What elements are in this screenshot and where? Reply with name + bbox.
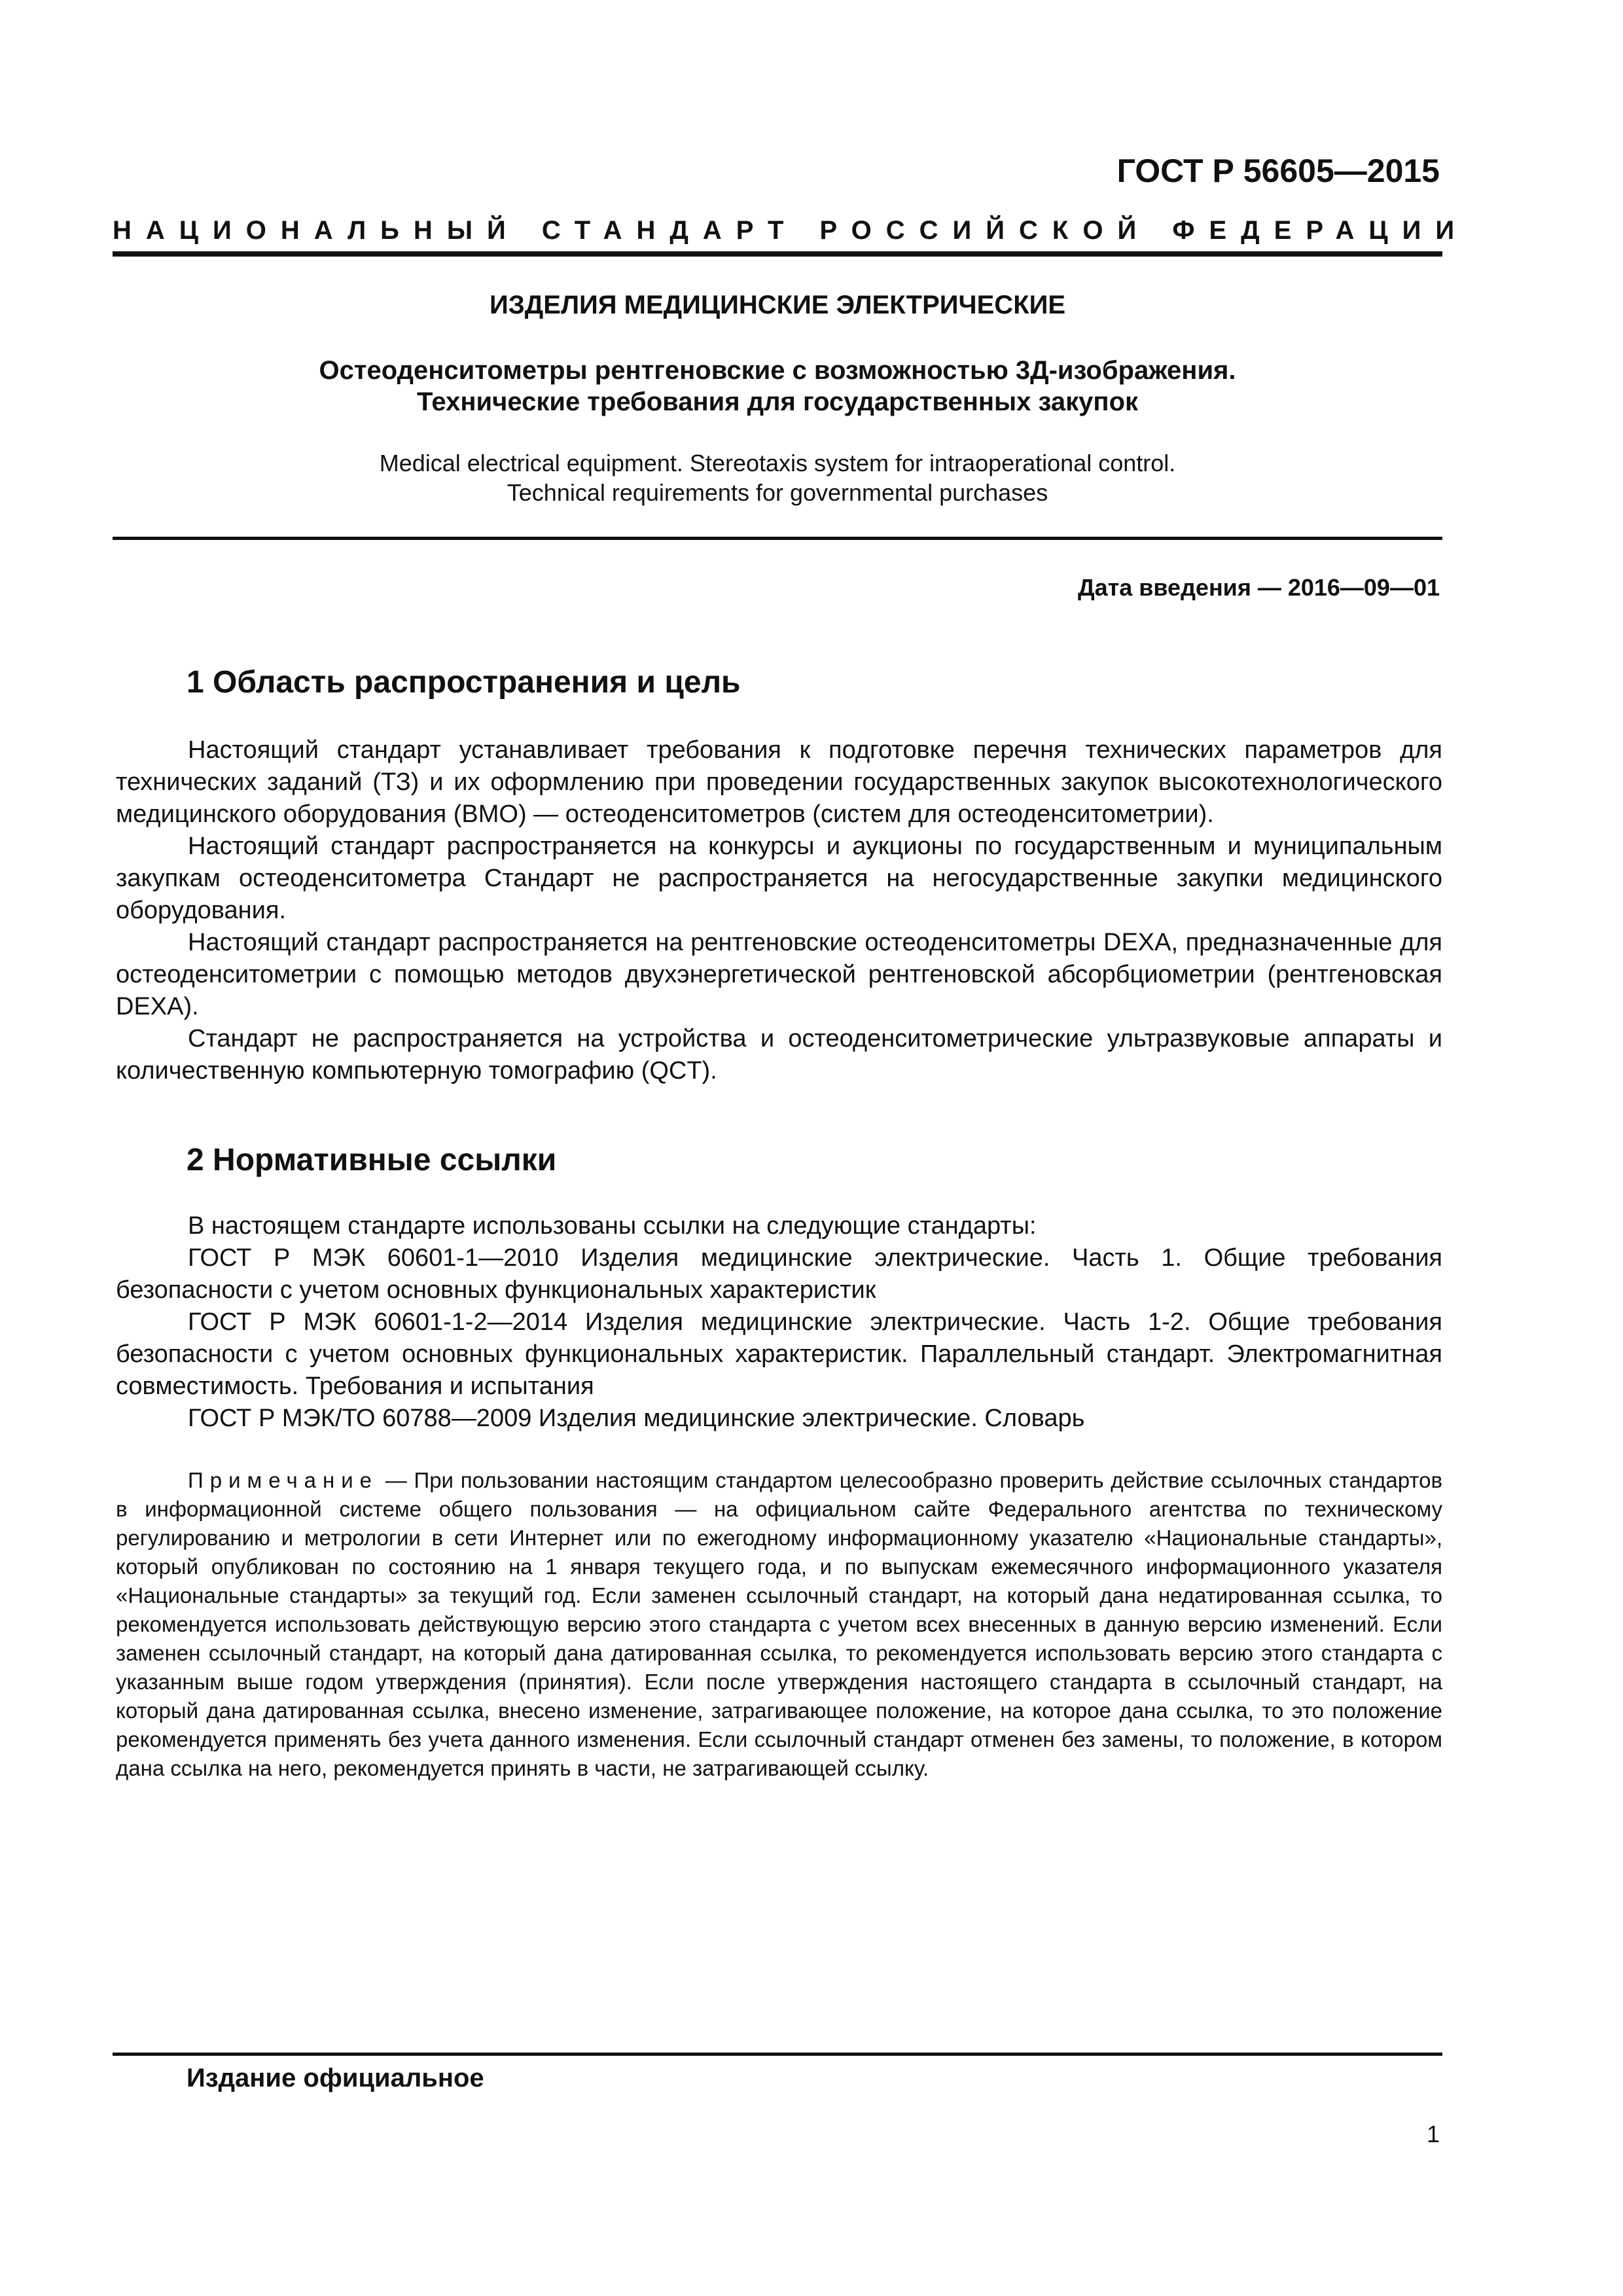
section-2-heading: 2 Нормативные ссылки — [187, 1143, 557, 1177]
title-en-line-2: Technical requirements for governmental purchases — [507, 479, 1048, 506]
page-number: 1 — [1426, 2121, 1440, 2147]
section-1-heading: 1 Область распространения и цель — [187, 665, 741, 700]
footer-divider — [113, 2053, 1442, 2056]
document-title-ru — [113, 355, 1442, 418]
edition-label: Издание официальное — [187, 2064, 484, 2092]
note-text: — При пользовании настоящим стандартом целесообразно проверить действие ссылочных стандартов в информационной системе общего пользования — на официальном сайте Федерального агентства по техническому регулированию и метрологии в сети Интернет или по ежегодному информационному указателю «Национальные стандарты», который опубликован по состоянию на 1 января текущего года, и по выпускам ежемесячного информационного указателя «Национальные стандарты» за текущий год. Если заменен ссылочный стандарт, на который дана недатированная ссылка, то рекомендуется использовать действующую версию этого стандарта с учетом всех внесенных в данную версию изменений. Если заменен ссылочный стандарт, на который дана датированная ссылка, то рекомендуется использовать версию этого стандарта с указанным выше годом утверждения (принятия). Если после утверждения настоящего стандарта в ссылочный стандарт, на который дана датированная ссылка, внесено изменение, затрагивающее положение, на которое дана ссылка, то это положение рекомендуется применять без учета данного изменения. Если ссылочный стандарт отменен без замены, то положение, в котором дана ссылка на него, рекомендуется принять в части, не затрагивающей ссылку. — [116, 1468, 1442, 1780]
title-ru-line-2: Технические требования для государственных закупок — [416, 387, 1139, 416]
note-label: Примечание — [188, 1468, 379, 1492]
note-block — [116, 1466, 1442, 1783]
section-2-reference: ГОСТ Р МЭК 60601-1-2—2014 Изделия медицинские электрические. Часть 1-2. Общие требования безопасности с учетом основных функциональных характеристик. Параллельный стандарт. Электромагнитная совместимость. Требования и испытания — [116, 1308, 1442, 1400]
section-2-paragraph: В настоящем стандарте использованы ссылки на следующие стандарты: — [188, 1212, 1037, 1240]
section-2-reference: ГОСТ Р МЭК 60601-1—2010 Изделия медицинские электрические. Часть 1. Общие требования безопасности с учетом основных функциональных характеристик — [116, 1244, 1442, 1304]
header-divider — [113, 251, 1442, 257]
document-title-en — [113, 448, 1442, 507]
section-2-reference: ГОСТ Р МЭК/ТО 60788—2009 Изделия медицинские электрические. Словарь — [188, 1405, 1085, 1432]
national-standard-banner: НАЦИОНАЛЬНЫЙ СТАНДАРТ РОССИЙСКОЙ ФЕДЕРАЦИИ — [113, 216, 1469, 245]
section-1-paragraph: Настоящий стандарт распространяется на рентгеновские остеоденситометры DEXA, предназначенные для остеоденситометрии с помощью методов двухэнергетической рентгеновской абсорбциометрии (рентгеновская DEXA). — [116, 929, 1442, 1020]
introduction-date: Дата введения — 2016—09—01 — [1077, 574, 1440, 601]
section-1-body — [116, 734, 1442, 1087]
section-1-paragraph: Настоящий стандарт распространяется на конкурсы и аукционы по государственным и муниципальным закупкам остеоденситометра Стандарт не распространяется на негосударственные закупки медицинского оборудования. — [116, 833, 1442, 924]
title-ru-line-1: Остеоденситометры рентгеновские с возможностью 3Д-изображения. — [319, 356, 1236, 385]
document-code: ГОСТ Р 56605—2015 — [1116, 152, 1440, 189]
section-1-paragraph: Настоящий стандарт устанавливает требования к подготовке перечня технических параметров для технических заданий (ТЗ) и их оформлению при проведении государственных закупок высокотехнологического медицинского оборудования (ВМО) — остеоденситометров (систем для остеоденситометрии). — [116, 736, 1442, 828]
title-en-line-1: Medical electrical equipment. Stereotaxis system for intraoperational control. — [379, 450, 1176, 476]
section-1-paragraph: Стандарт не распространяется на устройства и остеоденситометрические ультразвуковые аппараты и количественную компьютерную томографию (QCT). — [116, 1025, 1442, 1085]
section-2-body — [116, 1210, 1442, 1435]
document-category: ИЗДЕЛИЯ МЕДИЦИНСКИЕ ЭЛЕКТРИЧЕСКИЕ — [489, 291, 1066, 319]
title-divider — [113, 537, 1442, 540]
